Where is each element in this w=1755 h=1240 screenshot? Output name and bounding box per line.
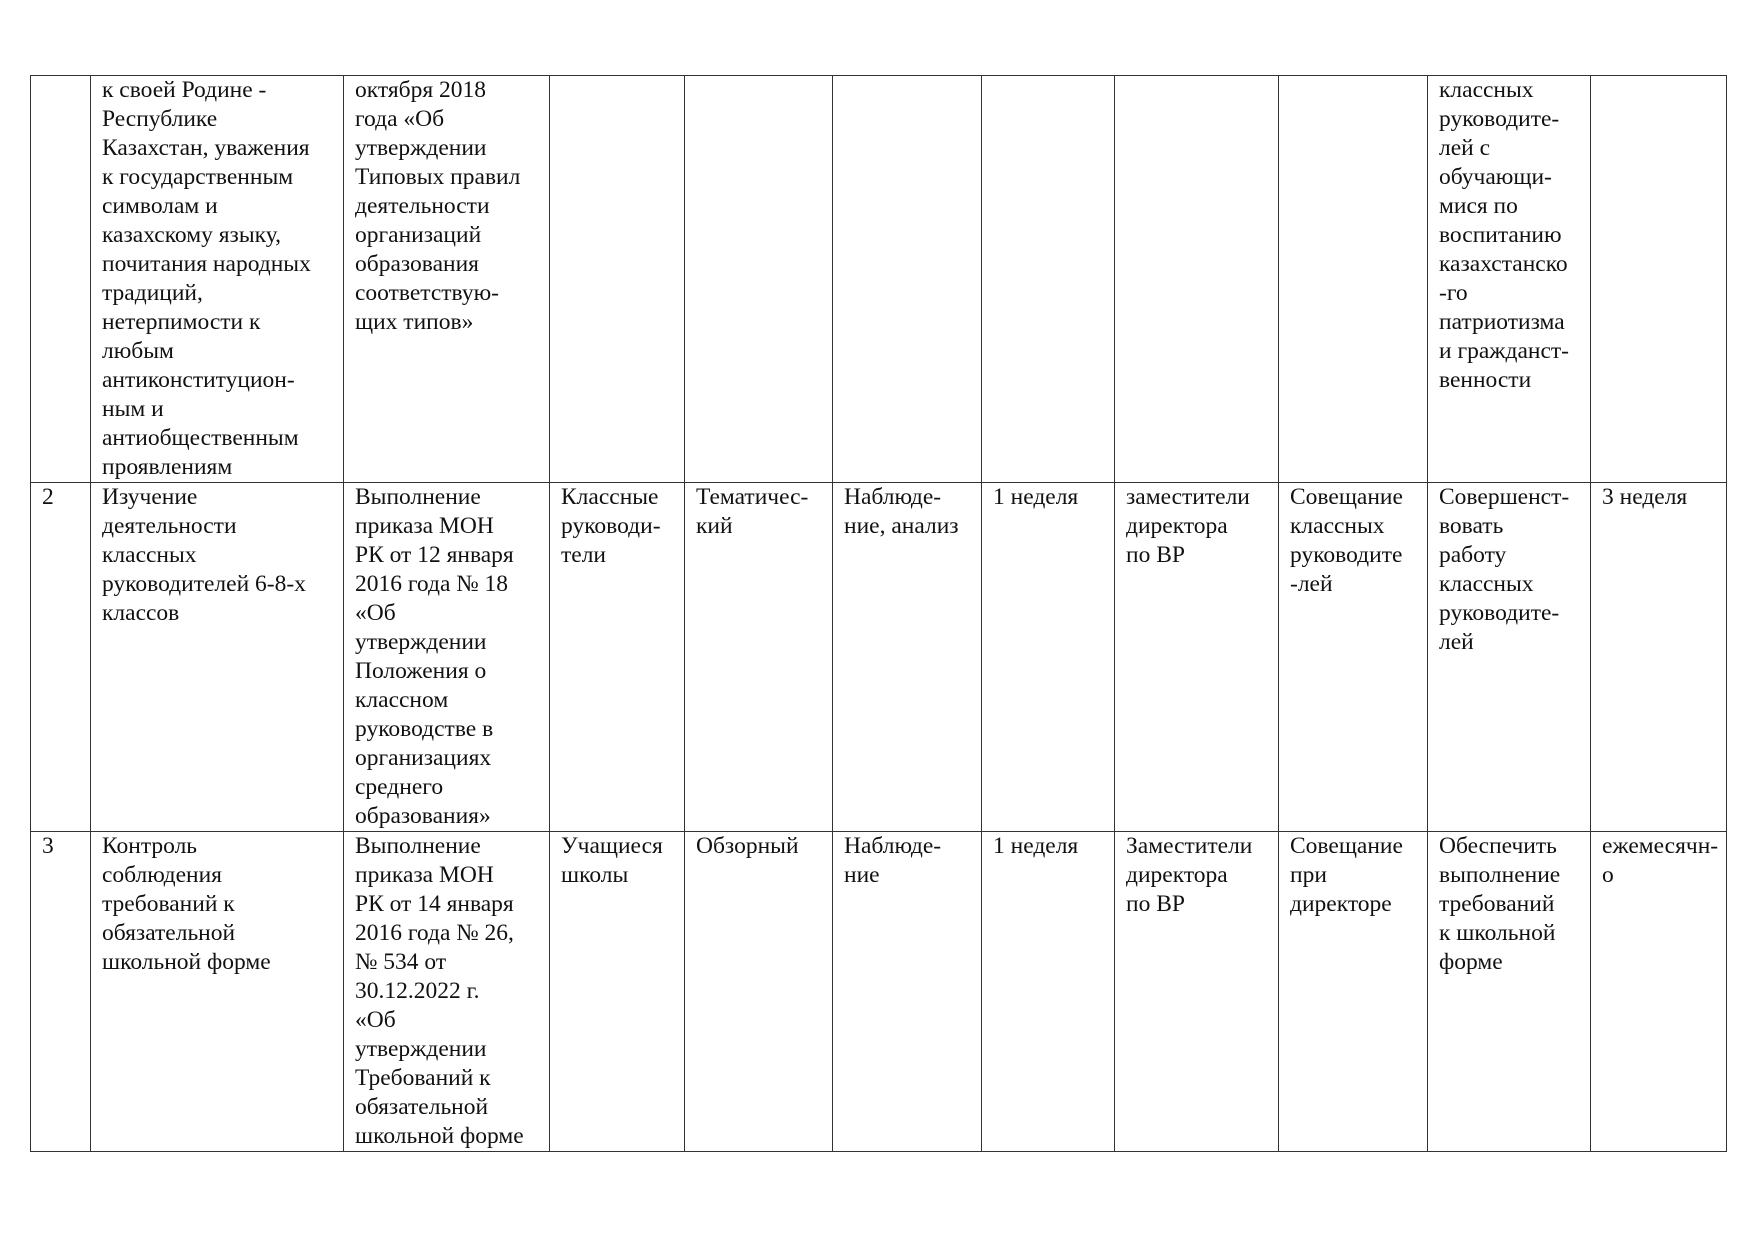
deadline-cell xyxy=(1591,76,1727,483)
basis-cell: Выполнение приказа МОН РК от 14 января 2016 года № 26, № 534 от 30.12.2022 г. «Об утверждении Требований к обязательной школьной форме xyxy=(344,832,550,1152)
responsible-cell xyxy=(1115,76,1279,483)
topic-cell: Изучение деятельности классных руководителей 6-8-х классов xyxy=(91,483,344,832)
decision-cell: Обеспечить выполнение требований к школьной форме xyxy=(1428,832,1591,1152)
object-cell xyxy=(550,76,685,483)
row-number-cell: 3 xyxy=(31,832,91,1152)
topic-cell: Контроль соблюдения требований к обязательной школьной форме xyxy=(91,832,344,1152)
method-cell xyxy=(833,76,982,483)
responsible-cell: заместители директора по ВР xyxy=(1115,483,1279,832)
table-row xyxy=(31,483,1727,832)
control-plan-table xyxy=(30,75,1727,1152)
table-row xyxy=(31,832,1727,1152)
deadline-cell: ежемесячн- о xyxy=(1591,832,1727,1152)
review-place-cell: Совещание классных руководите -лей xyxy=(1279,483,1428,832)
decision-cell: классных руководите- лей с обучающи- мися по воспитанию казахстанско -го патриотизма и гражданст- венности xyxy=(1428,76,1591,483)
duration-cell xyxy=(982,76,1115,483)
row-number-cell xyxy=(31,76,91,483)
control-type-cell xyxy=(685,76,833,483)
method-cell: Наблюде- ние xyxy=(833,832,982,1152)
object-cell: Классные руководи- тели xyxy=(550,483,685,832)
object-cell: Учащиеся школы xyxy=(550,832,685,1152)
review-place-cell xyxy=(1279,76,1428,483)
duration-cell: 1 неделя xyxy=(982,483,1115,832)
basis-cell: октября 2018 года «Об утверждении Типовых правил деятельности организаций образования соответствую- щих типов» xyxy=(344,76,550,483)
basis-cell: Выполнение приказа МОН РК от 12 января 2016 года № 18 «Об утверждении Положения о классном руководстве в организациях среднего образования» xyxy=(344,483,550,832)
review-place-cell: Совещание при директоре xyxy=(1279,832,1428,1152)
responsible-cell: Заместители директора по ВР xyxy=(1115,832,1279,1152)
control-type-cell: Обзорный xyxy=(685,832,833,1152)
row-number-cell: 2 xyxy=(31,483,91,832)
control-type-cell: Тематичес- кий xyxy=(685,483,833,832)
method-cell: Наблюде- ние, анализ xyxy=(833,483,982,832)
deadline-cell: 3 неделя xyxy=(1591,483,1727,832)
topic-cell: к своей Родине - Республике Казахстан, уважения к государственным символам и казахскому языку, почитания народных традиций, нетерпимости к любым антиконституцион- ным и антиобщественным проявлениям xyxy=(91,76,344,483)
duration-cell: 1 неделя xyxy=(982,832,1115,1152)
decision-cell: Совершенст- вовать работу классных руководите- лей xyxy=(1428,483,1591,832)
table-row xyxy=(31,76,1727,483)
